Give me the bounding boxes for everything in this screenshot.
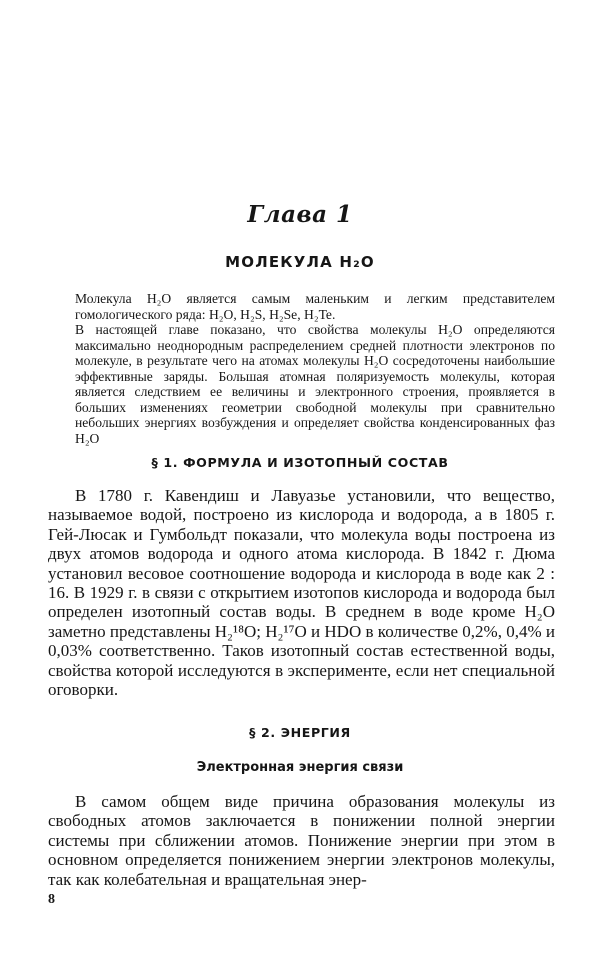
chapter-heading: Глава 1 [247,201,353,228]
abstract-paragraph-1: Молекула H₂O является самым маленьким и легким представителем гомологического ряда: H₂O, H₂S, H₂Se, H₂Te. [75,291,555,322]
section-2-heading: § 2. ЭНЕРГИЯ [249,725,351,740]
chapter-title: МОЛЕКУЛА H₂O [225,253,375,271]
section-2-subheading: Электронная энергия связи [196,760,404,775]
chapter-abstract [75,291,555,446]
section-1-heading: § 1. ФОРМУЛА И ИЗОТОПНЫЙ СОСТАВ [151,455,449,470]
section-2-paragraph: В самом общем виде причина образования молекулы из свободных атомов заключается в понижении полной энергии системы при сближении атомов. Понижение энергии при этом в основном определяется понижением энергии электронов молекулы, так как колебательная и вращательная энер- [48,792,555,889]
abstract-paragraph-2: В настоящей главе показано, что свойства молекулы H₂O определяются максимально неоднородным распределением средней плотности электронов по молекуле, в результате чего на атомах молекулы H₂O сосредоточены наибольшие эффективные заряды. Большая атомная поляризуемость молекулы, которая является следствием ее величины и электронного строения, проявляется в больших изменениях геометрии свободной молекулы при сравнительно небольших энергиях возбуждения и определяет свойства конденсированных фаз H₂O [75,322,555,446]
section-1-paragraph: В 1780 г. Кавендиш и Лавуазье установили, что вещество, называемое водой, построено из кислорода и водорода, а в 1805 г. Гей-Люсак и Гумбольдт показали, что молекула воды построена из двух атомов водорода и одного атома кислорода. В 1842 г. Дюма установил весовое соотношение водорода и кислорода в воде как 2 : 16. В 1929 г. в связи с открытием изотопов кислорода и водорода был определен изотопный состав воды. В среднем в воде кроме H₂O заметно представлены H₂¹⁸O; H₂¹⁷O и HDO в количестве 0,2%, 0,4% и 0,03% соответственно. Таков изотопный состав естественной воды, свойства которой исследуются в эксперименте, если нет специальной оговорки. [48,486,555,700]
page-number: 8 [48,892,55,907]
